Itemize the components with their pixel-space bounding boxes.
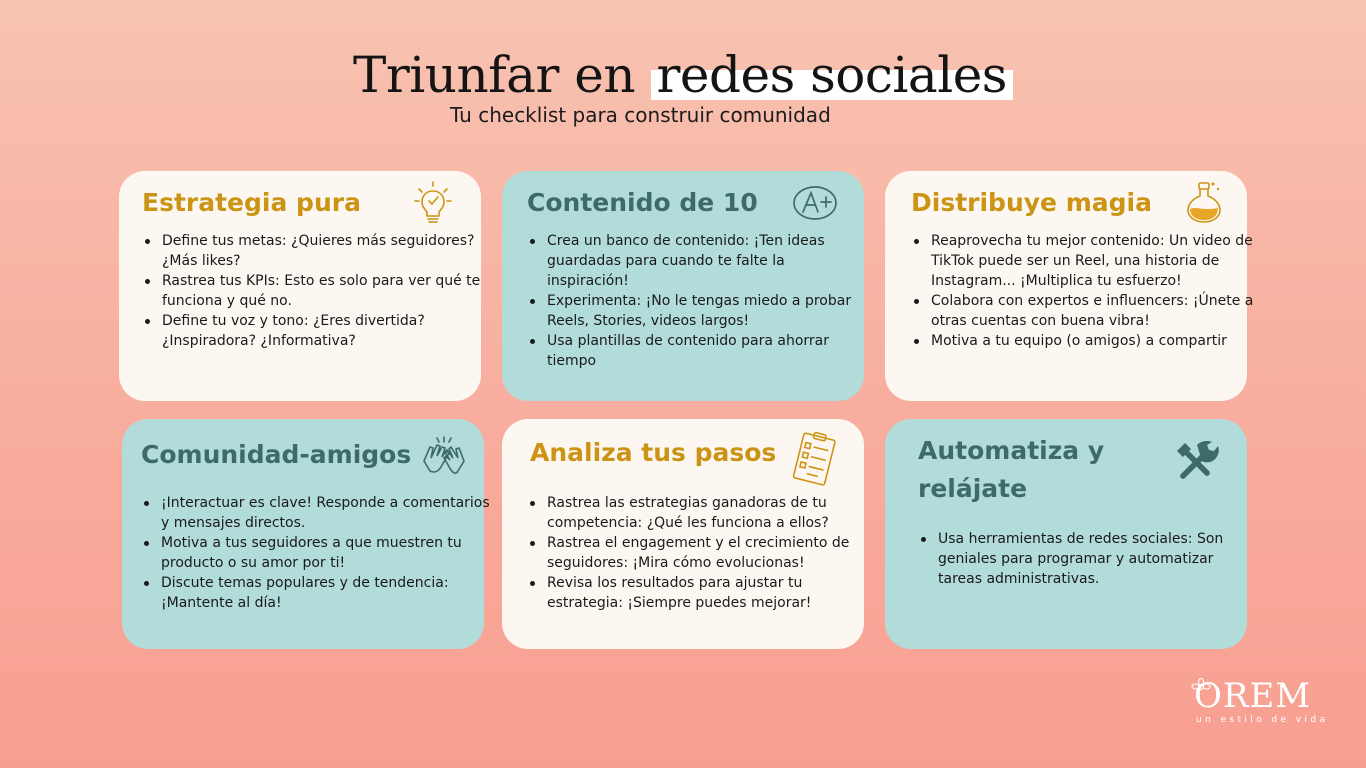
- card-list: [527, 231, 869, 371]
- tools-icon: [1175, 439, 1223, 483]
- brand-tagline: un estilo de vida: [1196, 715, 1329, 725]
- title-part-1: Triunfar en: [353, 46, 636, 104]
- card-list: [527, 493, 869, 613]
- a-plus-grade-icon: [792, 183, 838, 223]
- card-automatiza: [885, 419, 1247, 649]
- list-item: Rastrea las estrategias ganadoras de tu competencia: ¿Qué les funciona a ellos?: [547, 493, 869, 533]
- card-estrategia: [119, 171, 481, 401]
- lightbulb-icon: [411, 179, 455, 227]
- list-item: Define tus metas: ¿Quieres más seguidores? ¿Más likes?: [162, 231, 482, 271]
- card-analiza: [502, 419, 864, 649]
- page-title: [0, 44, 1366, 106]
- brand-name: OREM: [1194, 676, 1312, 716]
- title-part-2: redes sociales: [656, 46, 1007, 104]
- card-title: Estrategia pura: [142, 188, 361, 217]
- checklist-icon: [789, 431, 839, 489]
- brand-logo: [1190, 676, 1330, 728]
- card-distribuye: [885, 171, 1254, 401]
- list-item: Motiva a tus seguidores a que muestren tu producto o su amor por ti!: [161, 533, 491, 573]
- high-five-icon: [420, 433, 468, 475]
- card-list: [141, 493, 491, 613]
- list-item: Colabora con expertos e influencers: ¡Únete a otras cuentas con buena vibra!: [931, 291, 1261, 331]
- title-highlight: [651, 44, 1013, 106]
- card-contenido: [502, 171, 864, 401]
- list-item: Experimenta: ¡No le tengas miedo a probar Reels, Stories, videos largos!: [547, 291, 869, 331]
- card-list: [911, 231, 1261, 351]
- list-item: Motiva a tu equipo (o amigos) a compartir: [931, 331, 1261, 351]
- card-title: Comunidad-amigos: [141, 440, 412, 469]
- card-list: [918, 529, 1242, 589]
- list-item: Reaprovecha tu mejor contenido: Un video de TikTok puede ser un Reel, una historia de Instagram... ¡Multiplica tu esfuerzo!: [931, 231, 1261, 291]
- list-item: Rastrea tus KPIs: Esto es solo para ver qué te funciona y qué no.: [162, 273, 481, 309]
- card-title: Automatiza y relájate: [918, 436, 1105, 503]
- card-title: Distribuye magia: [911, 188, 1152, 217]
- page-subtitle: Tu checklist para construir comunidad: [450, 103, 831, 127]
- list-item: ¡Interactuar es clave! Responde a comentarios y mensajes directos.: [161, 495, 490, 531]
- potion-flask-icon: [1183, 179, 1227, 225]
- list-item: Define tu voz y tono: ¿Eres divertida? ¿Inspiradora? ¿Informativa?: [162, 311, 482, 351]
- card-list: [142, 231, 482, 351]
- list-item: Usa plantillas de contenido para ahorrar tiempo: [547, 331, 869, 371]
- list-item: Crea un banco de contenido: ¡Ten ideas guardadas para cuando te falte la inspiración!: [547, 231, 869, 291]
- card-title: Analiza tus pasos: [530, 438, 777, 467]
- list-item: Usa herramientas de redes sociales: Son geniales para programar y automatizar tareas administrativas.: [938, 529, 1242, 589]
- list-item: Discute temas populares y de tendencia: ¡Mantente al día!: [161, 573, 491, 613]
- list-item: Rastrea el engagement y el crecimiento de seguidores: ¡Mira cómo evolucionas!: [547, 533, 869, 573]
- list-item: Revisa los resultados para ajustar tu estrategia: ¡Siempre puedes mejorar!: [547, 573, 869, 613]
- card-title: Contenido de 10: [527, 188, 758, 217]
- card-comunidad: [122, 419, 490, 649]
